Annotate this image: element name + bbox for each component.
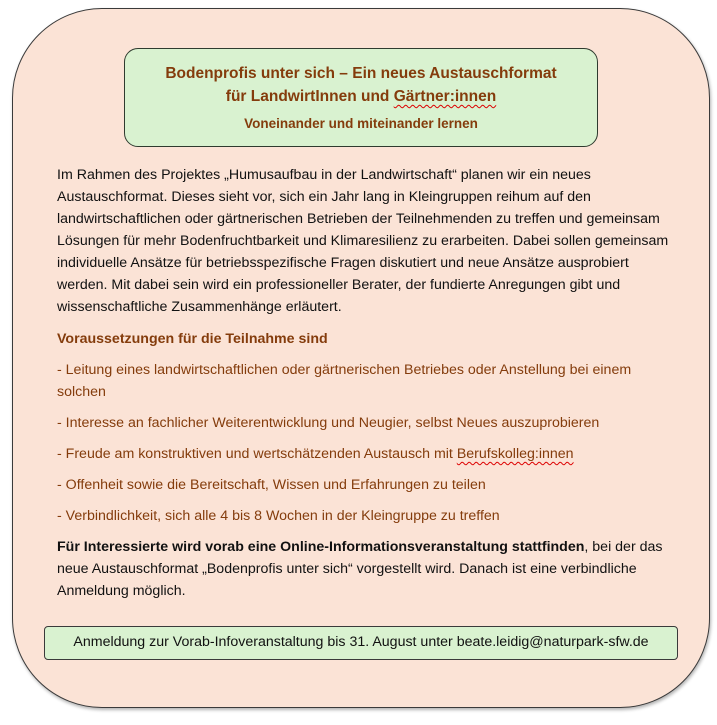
requirements-heading: Voraussetzungen für die Teilnahme sind [57,331,328,347]
title-box [124,48,598,147]
info-paragraph: Für Interessierte wird vorab eine Online-Informationsveranstaltung stattfinden, bei der das neue Austauschformat „Bodenprofis unter sich“ vorgestellt wird. Danach ist eine verbindliche Anmeldung möglich. [57,539,663,599]
subtitle: Voneinander und miteinander lernen [244,116,478,131]
list-item: - Interesse an fachlicher Weiterentwicklung und Neugier, selbst Neues auszuprobieren [57,415,600,431]
spellcheck-word: Berufskolleg:innen [456,446,574,462]
list-item: - Offenheit sowie die Bereitschaft, Wissen und Erfahrungen zu teilen [57,477,486,493]
intro-paragraph: Im Rahmen des Projektes „Humusaufbau in der Landwirtschaft“ planen wir ein neues Austauschformat. Dieses sieht vor, sich ein Jahr lang in Kleingruppen reihum auf den landwirtschaftlichen oder gärtnerischen Betrieben der Teilnehmenden zu treffen und gemeinsam Lösungen für mehr Bodenfruchtbarkeit und Klimaresilienz zu erarbeiten. Dabei sollen gemeinsam individuelle Ansätze für betriebsspezifische Fragen diskutiert und neue Ansätze ausprobiert werden. Mit dabei sein wird ein professioneller Berater, der fundierte Anregungen gibt und wissenschaftliche Zusammenhänge erläutert. [57,167,669,315]
list-item: - Verbindlichkeit, sich alle 4 bis 8 Wochen in der Kleingruppe zu treffen [57,508,500,524]
list-item: - Leitung eines landwirtschaftlichen oder gärtnerischen Betriebes oder Anstellung bei einem solchen [57,362,632,400]
body-text [57,164,677,602]
list-item: - Freude am konstruktiven und wertschätzenden Austausch mit Berufskolleg:innen [57,446,574,462]
spellcheck-word: Gärtner:innen [393,88,497,105]
registration-box: Anmeldung zur Vorab-Infoveranstaltung bis 31. August unter beate.leidig@naturpark-sfw.de [44,626,678,660]
page-title: Bodenprofis unter sich – Ein neues Austauschformat für LandwirtInnen und Gärtner:innen [165,65,557,105]
